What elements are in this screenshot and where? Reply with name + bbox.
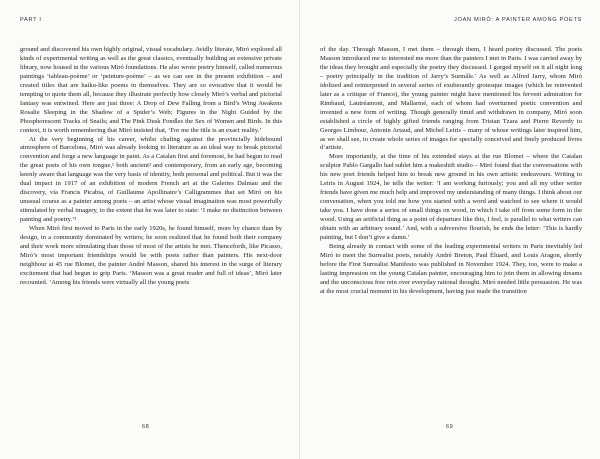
page-number-right: 69 [446,424,454,430]
paragraph: ground and discovered his own highly original, visual vocabulary. Avidly literate, Miró explored all kinds of experimental writing as well as the great classics, eventually building an extensive private library, now housed in the various Miró foundations. He also wrote poetry himself, called numerous paintings ‘tableau-poème’ or ‘peinture-poème’ – as we can see in the present exhibition – and created titles that are haiku-like poems in themselves. They are so evocative that it would be tempting to quote them all, because they illustrate perfectly how closely Miró’s verbal and pictorial fantasy was entwined. Here are just three: A Drop of Dew Falling from a Bird’s Wing Awakens Rosalie Sleeping in the Shadow of a Spider’s Web; Figures in the Night Guided by the Phosphorescent Tracks of Snails; and The Pink Dusk Fondles the Sex of Women and Birds. In this context, it is worth remembering that Miró insisted that, ‘For me the title is an exact reality.’ [20,46,282,134]
paragraph: of the day. Through Masson, I met them – through them, I heard poetry discussed. The poets Masson introduced me to interested me more than the painters I met in Paris. I was carried away by the ideas they brought and especially the poetry they discussed. I gorged myself on it all night long – poetry principally in the tradition of Jarry’s Surmâle.’ As well as Alfred Jarry, whom Miró idolized and reinterpreted in several series of exuberantly grotesque images (which he reinvented later as a critique of Franco), the young painter might have mentioned his fervent admiration for Rimbaud, Lautréamont, and Mallarmé, each of whom had overturned poetic convention and invented a new form of writing. Though generally timid and withdrawn in company, Miró soon established a circle of highly gifted friends ranging from Tristan Tzara and Pierre Reverdy to Georges Limbour, Antonin Artaud, and Michel Leiris – many of whose writings later inspired him, as we shall see, to create whole series of images for specially conceived and finely produced livres d’artiste. [320,46,582,152]
running-head-right: JOAN MIRÓ: A PAINTER AMONG POETS [454,17,582,23]
right-page-body [320,46,582,297]
paragraph: Being already in contact with some of the leading experimental writers in Paris inevitably led Miró to meet the Surrealist poets, notably André Breton, Paul Éluard, and Louis Aragon, shortly before the First Surrealist Manifesto was published in November 1924. They, too, were to make a lasting impression on the young Catalan painter, encouraging him to join them in allowing dreams and the unconscious free rein over everyday rational thought. Miró needed little persuasion. He was at the most crucial moment in his development, having just made the transition [320,242,582,295]
left-page-body [20,46,282,288]
paragraph: At the very beginning of his career, whilst chafing against the provincially hidebound atmosphere of Barcelona, Miró was already looking to literature as an ideal way to break pictorial convention and forge a new language in paint. As a Catalan first and foremost, he had begun to read the great poets of his own tongue,¹ both ancient² and contemporary, from an early age, becoming keenly aware that language was the very basis of identity, both personal and political. But it was the dual impact in 1917 of an exhibition of modern French art at the Galeries Dalmau and the discovery, via Francis Picabia, of Guillaume Apollinaire’s Calligrammes that set Miró on his unusual course as a painter among poets – an artist whose visual imagination was most powerfully stimulated by verbal imagery, to the extent that he was later to state: ‘I make no distinction between painting and poetry.’³ [20,135,282,224]
paragraph: When Miró first moved to Paris in the early 1920s, he found himself, more by chance than by design, in a community dominated by writers; he soon realized that he found both their company and their work more stimulating than those of most of the artists he met. Thenceforth, like Picasso, Miró’s most important friendships would be with poets rather than painters. His next-door neighbour at 45 rue Blomet, the painter André Masson, shared his interest in the surge of literary excitement that had begun to grip Paris. ‘Masson was a great reader and full of ideas’, Miró later recounted. ‘Among his friends were virtually all the young poets [20,225,282,286]
page-number-left: 68 [142,424,150,430]
right-page [300,0,600,459]
paragraph: More importantly, at the time of his extended stays at the rue Blomet – where the Catalan sculptor Pablo Gargallo had sublet him a makeshift studio – Miró found that the conversations with his new poet friends helped him to break new ground in his own artistic endeavours. Writing to Leiris in August 1924, he tells the writer: ‘I am working furiously; you and all my other writer friends have given me much help and improved my understanding of many things. I think about our conversation, when you told me how you started with a word and watched to see where it would take you. I have done a series of small things on wood, in which I take off from some form in the wood. Using an artificial thing as a point of departure like this, I feel, is parallel to what writers can obtain with an arbitrary sound.’ And, with a subversive flourish, he ends the letter: ‘This is hardly painting, but I don’t give a damn.’ [320,153,582,242]
running-head-left: PART I [20,17,42,23]
